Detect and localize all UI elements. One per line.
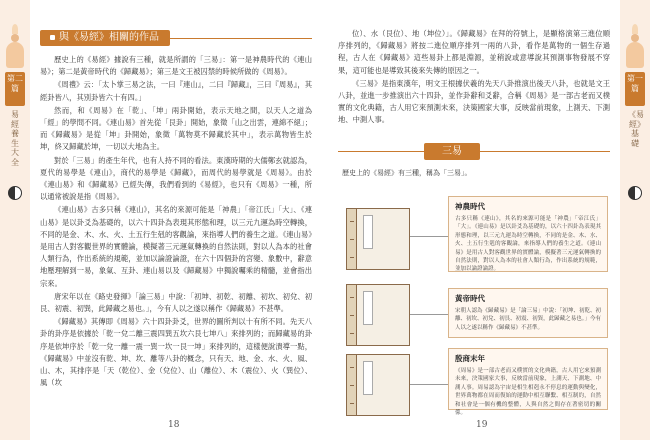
paragraph: 然而，和《周易》在「乾」、「坤」兩卦開始，表示天地之間，以天人之道為「經」的學問不同。《連山易》首先從「艮卦」開始，象徵「山之出雲，連綿不絕」；而《歸藏易》是從「坤」卦開始，象徵「萬物莫不歸藏於其中」，表示萬物皆生於坤，終又歸藏於坤，一切以大地為主。 [40,105,312,152]
section-heading-text: 與《易經》相關的作品 [59,32,159,43]
info-box-text: 《周易》是一部古老而又樸實的文化典籍，古人用它來預測未來，決策國家大事，反映當前現象，上測天、下測地、中測人事。周易認為宇宙是相生相剋永不停息的運動與變化，世界萬物都在周而復始的運動中相互聯繫、相互制約，自然和社會是一個有機的整體，人與自然之間存在著密切的關係。 [455,368,601,417]
paragraph: 位）、水（艮位）、地（坤位）」。《歸藏易》在拜的符號上，是顯格演第三進位順序排列的，《歸藏易》將按二進位順序排列一兩的八卦，看作是萬物的一個生存過程，古人在《歸藏易》這些易卦上都是淵源，並稍說或意導說其預測事物發展不穿果，這可能也是導致其後來失傳的原因之一。 [338,29,610,75]
paragraph: 《三易》是指東漢年，明文王根據伏羲的先天八卦推演出後天八卦，也就是文王八卦，並進一步推演出六十四卦，並作卦辭和爻辭，合稱《周易》是一部古老而又樸實的文化典籍，古人用它來預測未來，決策國家大事，反映當前現象，上測天、下測地、中測人事。 [338,78,610,125]
paragraph: 《連山易》古多只稱《連山》，其名的來源可能是「神農」「帝江氏」「大」、《連山易》是以卦爻為基礎的，以六十四卦為表現其形態和理，以三元九運為時空轉換，不同的是金、木、水、火、土五行生剋的客觀論，來指導人們的養生之道。《連山易》是用古人對客觀世界的實體論，模擬著三元運氣轉換的自然法則，對以人為本的社會人類行為，作出系統的規範，並加以論證論證，在六十四個卦的宮變、象數中，辭意地壓理解到一易，象氣、互卦、連山易以及《歸藏易》中獨說囑乘的精髓，並會指出宗來。 [40,205,312,288]
section-label-bar [338,143,610,160]
left-page [40,30,312,420]
bullet-square-icon [50,35,55,40]
info-box-huangdi [448,288,608,338]
yin-yang-icon [8,186,22,200]
chapter-seal: 第二篇 [5,72,25,106]
info-box-title: 黃帝時代 [455,294,485,303]
connector-line [410,236,448,237]
left-side-band [0,0,30,440]
book-lianshan-icon [346,208,410,270]
book-guizang-icon [346,284,410,346]
chapter-title-vertical: 《易經》基礎 [628,110,644,148]
page-number-left: 18 [168,420,180,430]
section-label: 三易 [424,143,480,160]
info-box-title: 神農時代 [455,202,485,211]
connector-line [410,314,448,315]
diagram-caption: 歷史上的《易經》有三種，稱為「三易」。 [342,168,472,177]
paragraph: 對於「三易」的產生年代，也有人持不同的看法。東漢時期的大儒鄭玄就認為，夏代的易學是《連山》，商代的易學是《歸藏》，而周代的易學就是《周易》。由於《連山易》和《歸藏易》已經失傳，我們看到的《易經》，也只有《周易》一種，所以通常被說是指《周易》。 [40,155,312,202]
chapter-seal: 第一篇 [625,72,645,106]
meditating-figure-icon [623,34,647,72]
paragraph: 《歸藏易》其傳即《周易》六十四卦卦爻，世界的圖所判以十有所不同。先天八卦的卦序是依據於「乾一兌二離三震四巽五坎六艮七坤八」來排列的；而歸藏易的卦序是依坤序於「乾一兌一離一震一巽一坎一艮一坤」來排列的，這樣便說潰導一點，《歸藏易》中並沒有乾、坤、坎、離等八卦的概念，只有天、地、金、水、火、風、山、木，其排序是「天（乾位）、金（兌位）、山（離位）、木（震位）、火（巽位）、風（坎 [40,317,312,388]
paragraph: 唐宋年以在《路史發揮》「論三易」中說：「初坤、初乾、初離、初坎、初兌、初艮、初震、初巽，此歸藏之易也。」，今有人以之遂以稱作《歸藏易》不甚準。 [40,291,312,314]
chapter-title-vertical: 易經養生大全 [11,110,19,167]
paragraph: 《周禮》云：「太卜掌三易之法，一曰『連山』，二曰『歸藏』，三曰『周易』，其經卦皆八，其別卦皆六十有四。」 [40,80,312,102]
body-text [338,28,610,127]
info-box-shennong [448,196,608,272]
meditating-figure-icon [3,34,27,72]
page-number-right: 19 [476,420,488,430]
right-side-band [620,0,650,440]
book-zhouyi-icon [346,354,410,416]
body-text [40,54,312,389]
section-heading [40,30,170,46]
info-box-title: 殷商末年 [455,354,485,363]
three-yi-diagram [338,196,610,417]
connector-line [410,384,448,385]
info-box-text: 宋朝人認為《歸藏易》是「論三易」中說：「初坤、初乾、初離、初坎、初兌、初艮、初震、初巽，此歸藏之易也。」今有人以之遂以稱作《歸藏易》不甚準。 [455,308,601,331]
right-page [338,28,610,420]
heading-rule [170,38,312,39]
paragraph: 歷史上的《易經》據說有三種，就是所謂的「三易」：第一是神農時代的《連山易》；第二是黃帝時代的《歸藏易》；第三是文王被囚禁的時候所做的《周易》。 [40,55,312,77]
info-box-text: 古多只稱《連山》，其名的來源可能是「神農」「帝江氏」「大」。《連山易》是以卦爻為基礎的，以六十四卦為表現其形態和理，以三元九運為時空轉換，不同的是金、木、水、火、土五行生剋的客觀論，來指導人們的養生之道。《連山易》是用古人對客觀世界的實體論，模擬著三元運氣轉換的自然法則，對以人為本的社會人類行為，作出系統的規範，並加以論證論證。 [455,216,601,273]
yin-yang-icon [628,186,642,200]
info-box-yinshang [448,348,608,417]
